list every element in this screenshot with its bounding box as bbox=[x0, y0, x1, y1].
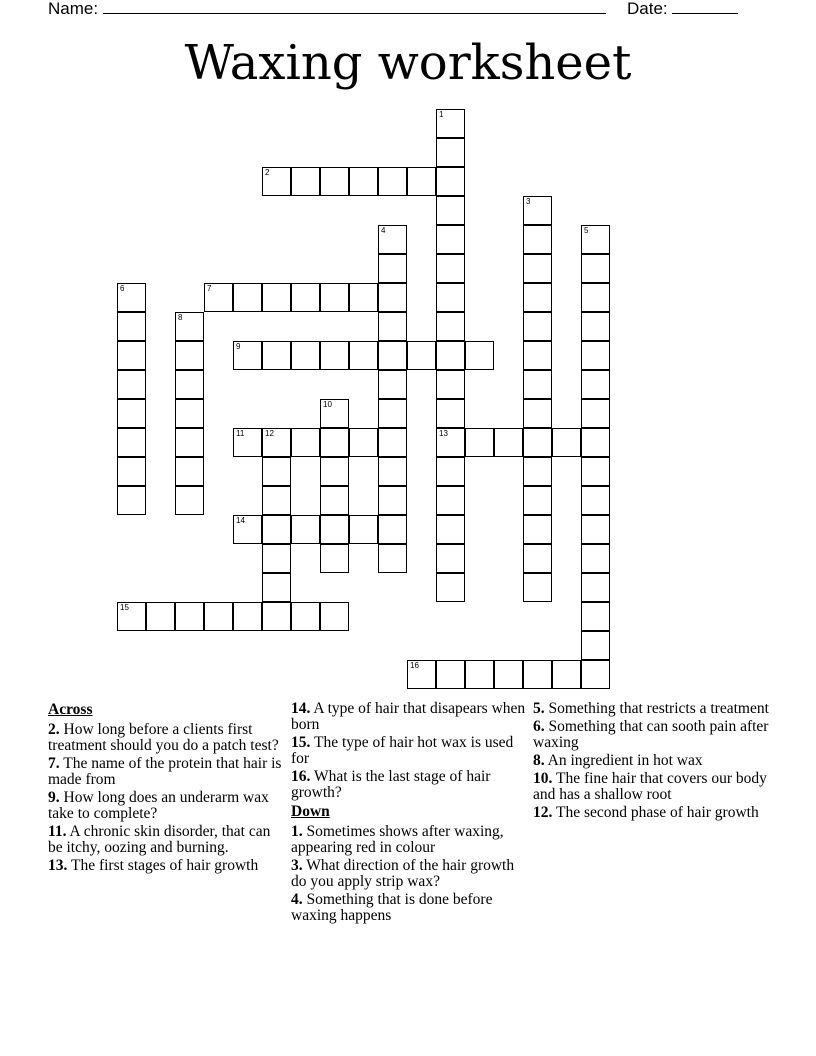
crossword-cell[interactable] bbox=[378, 254, 407, 283]
crossword-cell[interactable] bbox=[581, 399, 610, 428]
crossword-cell[interactable] bbox=[581, 544, 610, 573]
date-line[interactable] bbox=[672, 0, 738, 14]
crossword-cell[interactable] bbox=[523, 660, 552, 689]
crossword-cell[interactable] bbox=[436, 428, 465, 457]
crossword-cell[interactable] bbox=[581, 660, 610, 689]
crossword-cell[interactable] bbox=[175, 428, 204, 457]
clue-number-label: 11. bbox=[48, 823, 67, 840]
crossword-cell[interactable] bbox=[262, 341, 291, 370]
clue-number-label: 16. bbox=[291, 768, 311, 785]
crossword-cell[interactable] bbox=[407, 341, 436, 370]
crossword-cell[interactable] bbox=[349, 283, 378, 312]
clue-number: 15 bbox=[120, 603, 129, 612]
clues-column-2 bbox=[291, 701, 529, 926]
crossword-cell[interactable] bbox=[320, 399, 349, 428]
crossword-cell[interactable] bbox=[175, 312, 204, 341]
crossword-cell[interactable] bbox=[204, 602, 233, 631]
clue-number: 5 bbox=[584, 226, 589, 235]
clue-text: Something that restricts a treatment bbox=[544, 700, 769, 717]
clue-text: An ingredient in hot wax bbox=[544, 752, 703, 769]
crossword-cell[interactable] bbox=[436, 486, 465, 515]
crossword-cell[interactable] bbox=[262, 167, 291, 196]
crossword-cell[interactable] bbox=[552, 660, 581, 689]
clue-number-label: 8. bbox=[533, 752, 545, 769]
clue-text: The name of the protein that hair is made from bbox=[48, 755, 282, 788]
crossword-cell[interactable] bbox=[233, 283, 262, 312]
crossword-cell[interactable] bbox=[436, 370, 465, 399]
crossword-cell[interactable] bbox=[175, 486, 204, 515]
crossword-cell[interactable] bbox=[117, 602, 146, 631]
crossword-cell[interactable] bbox=[465, 660, 494, 689]
crossword-cell[interactable] bbox=[262, 544, 291, 573]
crossword-cell[interactable] bbox=[320, 341, 349, 370]
crossword-cell[interactable] bbox=[117, 370, 146, 399]
crossword-cell[interactable] bbox=[117, 283, 146, 312]
crossword-cell[interactable] bbox=[436, 341, 465, 370]
clue-item bbox=[291, 824, 529, 856]
clue-text: What is the last stage of hair growth? bbox=[291, 768, 491, 801]
crossword-cell[interactable] bbox=[581, 457, 610, 486]
crossword-cell[interactable] bbox=[117, 399, 146, 428]
clue-item bbox=[48, 858, 286, 874]
crossword-cell[interactable] bbox=[581, 573, 610, 602]
crossword-cell[interactable] bbox=[436, 660, 465, 689]
across-clues bbox=[48, 701, 286, 876]
clue-item bbox=[533, 753, 771, 769]
crossword-cell[interactable] bbox=[465, 428, 494, 457]
crossword-cell[interactable] bbox=[436, 399, 465, 428]
crossword-cell[interactable] bbox=[175, 370, 204, 399]
crossword-cell[interactable] bbox=[436, 109, 465, 138]
crossword-cell[interactable] bbox=[523, 515, 552, 544]
crossword-cell[interactable] bbox=[436, 544, 465, 573]
clue-number: 12 bbox=[265, 429, 274, 438]
crossword-cell[interactable] bbox=[436, 138, 465, 167]
clue-item bbox=[291, 701, 529, 733]
clue-number-label: 4. bbox=[291, 891, 303, 908]
crossword-cell[interactable] bbox=[378, 341, 407, 370]
crossword-cell[interactable] bbox=[117, 486, 146, 515]
clue-number-label: 14. bbox=[291, 700, 311, 717]
crossword-cell[interactable] bbox=[581, 283, 610, 312]
crossword-cell[interactable] bbox=[262, 428, 291, 457]
crossword-cell[interactable] bbox=[523, 196, 552, 225]
crossword-cell[interactable] bbox=[523, 370, 552, 399]
crossword-cell[interactable] bbox=[233, 341, 262, 370]
crossword-cell[interactable] bbox=[523, 312, 552, 341]
clue-text: The fine hair that covers our body and has a shallow root bbox=[533, 770, 767, 803]
clue-number: 10 bbox=[323, 400, 332, 409]
clue-item bbox=[48, 756, 286, 788]
clue-number-label: 10. bbox=[533, 770, 553, 787]
crossword-cell[interactable] bbox=[523, 283, 552, 312]
crossword-cell[interactable] bbox=[378, 312, 407, 341]
clue-text: What direction of the hair growth do you apply strip wax? bbox=[291, 857, 515, 890]
crossword-cell[interactable] bbox=[262, 283, 291, 312]
clue-item bbox=[48, 790, 286, 822]
crossword-cell[interactable] bbox=[581, 341, 610, 370]
crossword-cell[interactable] bbox=[378, 428, 407, 457]
crossword-cell[interactable] bbox=[262, 573, 291, 602]
across-heading: Across bbox=[48, 701, 93, 718]
crossword-cell[interactable] bbox=[378, 515, 407, 544]
crossword-cell[interactable] bbox=[262, 602, 291, 631]
clue-number-label: 13. bbox=[48, 857, 68, 874]
crossword-cell[interactable] bbox=[523, 341, 552, 370]
crossword-cell[interactable] bbox=[320, 283, 349, 312]
clue-text: How long does an underarm wax take to complete? bbox=[48, 789, 269, 822]
crossword-cell[interactable] bbox=[378, 283, 407, 312]
crossword-cell[interactable] bbox=[523, 544, 552, 573]
clue-number: 16 bbox=[410, 661, 419, 670]
crossword-cell[interactable] bbox=[291, 515, 320, 544]
crossword-cell[interactable] bbox=[291, 341, 320, 370]
crossword-cell[interactable] bbox=[320, 457, 349, 486]
crossword-cell[interactable] bbox=[523, 254, 552, 283]
crossword-cell[interactable] bbox=[117, 457, 146, 486]
crossword-cell[interactable] bbox=[320, 486, 349, 515]
clue-item bbox=[291, 858, 529, 890]
clue-number-label: 2. bbox=[48, 721, 60, 738]
clue-number-label: 15. bbox=[291, 734, 311, 751]
crossword-cell[interactable] bbox=[175, 457, 204, 486]
crossword-cell[interactable] bbox=[523, 225, 552, 254]
clue-text: How long before a clients first treatment should you do a patch test? bbox=[48, 721, 279, 754]
clue-number-label: 1. bbox=[291, 823, 303, 840]
clue-number: 13 bbox=[439, 429, 448, 438]
crossword-cell[interactable] bbox=[581, 370, 610, 399]
crossword-cell[interactable] bbox=[378, 167, 407, 196]
crossword-cell[interactable] bbox=[291, 602, 320, 631]
clue-text: The type of hair hot wax is used for bbox=[291, 734, 514, 767]
clue-item bbox=[291, 769, 529, 801]
clue-item bbox=[48, 824, 286, 856]
clue-item bbox=[291, 735, 529, 767]
crossword-cell[interactable] bbox=[291, 283, 320, 312]
date-field[interactable] bbox=[627, 0, 738, 19]
crossword-cell[interactable] bbox=[378, 544, 407, 573]
crossword-cell[interactable] bbox=[204, 283, 233, 312]
crossword-cell[interactable] bbox=[378, 225, 407, 254]
clue-number: 4 bbox=[381, 226, 386, 235]
crossword-cell[interactable] bbox=[407, 660, 436, 689]
name-field[interactable] bbox=[48, 0, 606, 19]
crossword-cell[interactable] bbox=[117, 341, 146, 370]
clue-number: 7 bbox=[207, 284, 212, 293]
crossword-cell[interactable] bbox=[117, 428, 146, 457]
name-label: Name: bbox=[48, 0, 99, 18]
crossword-cell[interactable] bbox=[378, 457, 407, 486]
crossword-cell[interactable] bbox=[581, 428, 610, 457]
crossword-cell[interactable] bbox=[494, 428, 523, 457]
crossword-cell[interactable] bbox=[581, 515, 610, 544]
clue-number: 2 bbox=[265, 168, 270, 177]
clue-number: 11 bbox=[236, 429, 245, 438]
crossword-cell[interactable] bbox=[436, 167, 465, 196]
crossword-cell[interactable] bbox=[494, 660, 523, 689]
crossword-cell[interactable] bbox=[581, 486, 610, 515]
clue-number-label: 9. bbox=[48, 789, 60, 806]
date-label: Date: bbox=[627, 0, 668, 18]
clue-item bbox=[533, 719, 771, 751]
crossword-cell[interactable] bbox=[523, 486, 552, 515]
crossword-cell[interactable] bbox=[349, 515, 378, 544]
clue-text: Something that can sooth pain after waxing bbox=[533, 718, 769, 751]
crossword-cell[interactable] bbox=[436, 457, 465, 486]
crossword-cell[interactable] bbox=[320, 602, 349, 631]
clue-text: Something that is done before waxing happens bbox=[291, 891, 493, 924]
clue-item bbox=[533, 701, 771, 717]
crossword-cell[interactable] bbox=[291, 428, 320, 457]
crossword-cell[interactable] bbox=[523, 428, 552, 457]
clue-text: The second phase of hair growth bbox=[552, 804, 759, 821]
page-title: Waxing worksheet bbox=[184, 35, 632, 91]
crossword-cell[interactable] bbox=[175, 341, 204, 370]
crossword-cell[interactable] bbox=[262, 457, 291, 486]
clue-item bbox=[48, 722, 286, 754]
crossword-cell[interactable] bbox=[146, 602, 175, 631]
name-line[interactable] bbox=[103, 0, 606, 14]
crossword-cell[interactable] bbox=[378, 370, 407, 399]
crossword-cell[interactable] bbox=[581, 254, 610, 283]
crossword-cell[interactable] bbox=[436, 515, 465, 544]
clue-number-label: 3. bbox=[291, 857, 303, 874]
clue-number: 1 bbox=[439, 110, 444, 119]
crossword-cell[interactable] bbox=[523, 399, 552, 428]
clue-text: A chronic skin disorder, that can be itchy, oozing and burning. bbox=[48, 823, 271, 856]
clue-text: Sometimes shows after waxing, appearing red in colour bbox=[291, 823, 504, 856]
crossword-cell[interactable] bbox=[378, 399, 407, 428]
crossword-cell[interactable] bbox=[523, 573, 552, 602]
crossword-cell[interactable] bbox=[465, 341, 494, 370]
clue-number: 14 bbox=[236, 516, 245, 525]
crossword-cell[interactable] bbox=[175, 399, 204, 428]
crossword-cell[interactable] bbox=[436, 573, 465, 602]
clue-number-label: 5. bbox=[533, 700, 545, 717]
crossword-cell[interactable] bbox=[349, 341, 378, 370]
clue-item bbox=[533, 771, 771, 803]
down-heading: Down bbox=[291, 803, 330, 820]
clue-number-label: 6. bbox=[533, 718, 545, 735]
crossword-cell[interactable] bbox=[581, 312, 610, 341]
crossword-cell[interactable] bbox=[523, 457, 552, 486]
crossword-cell[interactable] bbox=[349, 167, 378, 196]
clue-text: The first stages of hair growth bbox=[67, 857, 259, 874]
crossword-cell[interactable] bbox=[233, 428, 262, 457]
crossword-cell[interactable] bbox=[436, 196, 465, 225]
clue-item bbox=[291, 892, 529, 924]
clue-number-label: 7. bbox=[48, 755, 60, 772]
crossword-cell[interactable] bbox=[581, 225, 610, 254]
clues-column-3 bbox=[533, 701, 771, 823]
crossword-cell[interactable] bbox=[436, 312, 465, 341]
clue-item bbox=[533, 805, 771, 821]
crossword-cell[interactable] bbox=[262, 486, 291, 515]
clue-number: 8 bbox=[178, 313, 183, 322]
crossword-cell[interactable] bbox=[436, 283, 465, 312]
crossword-cell[interactable] bbox=[291, 167, 320, 196]
crossword-cell[interactable] bbox=[117, 312, 146, 341]
crossword-cell[interactable] bbox=[320, 515, 349, 544]
clue-number: 3 bbox=[526, 197, 531, 206]
clue-number: 9 bbox=[236, 342, 241, 351]
crossword-cell[interactable] bbox=[349, 428, 378, 457]
crossword-cell[interactable] bbox=[407, 167, 436, 196]
crossword-cell[interactable] bbox=[378, 486, 407, 515]
crossword-cell[interactable] bbox=[175, 602, 204, 631]
crossword-cell[interactable] bbox=[320, 428, 349, 457]
crossword-cell[interactable] bbox=[233, 515, 262, 544]
crossword-cell[interactable] bbox=[320, 544, 349, 573]
clue-number: 6 bbox=[120, 284, 125, 293]
clue-text: A type of hair that disapears when born bbox=[291, 700, 526, 733]
crossword-cell[interactable] bbox=[436, 254, 465, 283]
crossword-cell[interactable] bbox=[320, 167, 349, 196]
crossword-cell[interactable] bbox=[436, 225, 465, 254]
clue-number-label: 12. bbox=[533, 804, 553, 821]
crossword-cell[interactable] bbox=[262, 515, 291, 544]
crossword-cell[interactable] bbox=[233, 602, 262, 631]
crossword-cell[interactable] bbox=[552, 428, 581, 457]
crossword-cell[interactable] bbox=[581, 602, 610, 631]
crossword-cell[interactable] bbox=[581, 631, 610, 660]
